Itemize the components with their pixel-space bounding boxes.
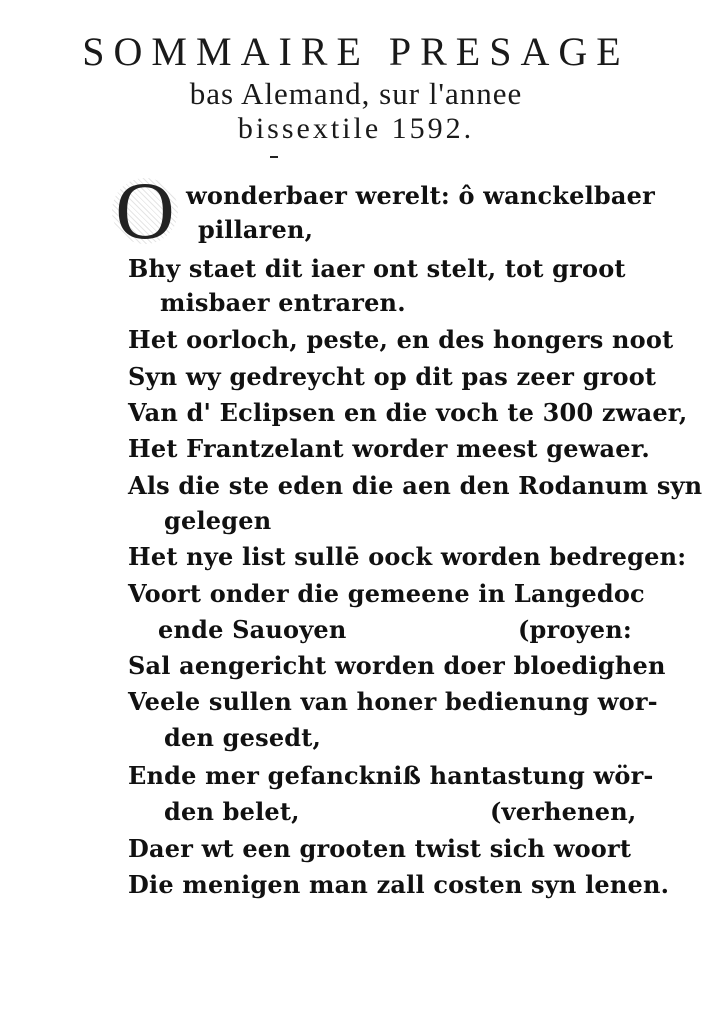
verse-line: Als die ste eden die aen den Rodanum syn [128,471,703,500]
verse-line: Sal aengericht worden doer bloedighen [128,651,666,680]
verse-line: ende Sauoyen [158,615,347,644]
verse-line: Bhy staet dit iaer ont stelt, tot groot [128,254,626,283]
verse-line: Het Frantzelant worder meest gewaer. [128,434,650,463]
verse-line: den belet, [164,797,300,826]
heading-title: SOMMAIRE PRESAGE [82,29,630,74]
verse-line: misbaer entraren. [160,288,406,317]
verse-line: wonderbaer werelt: ô wanckelbaer [186,181,655,210]
verse-line: Van d' Eclipsen en die voch te 300 zwaer, [128,398,688,427]
verse-line: Syn wy gedreycht op dit pas zeer groot [128,362,657,391]
verse-line: pillaren, [198,215,314,244]
heading-subtitle: bas Alemand, sur l'annee [189,76,523,111]
verse-line: Veele sullen van honer bedienung wor- [128,687,658,716]
verse-line-overflow: (proyen: [518,615,632,644]
verse-line: den gesedt, [164,723,322,752]
verse-line: Ende mer gefanckniß hantastung wör- [128,761,654,790]
verse-line-overflow: (verhenen, [490,797,637,826]
verse-line: Daer wt een grooten twist sich woort [128,834,632,863]
verse-line: Het oorloch, peste, en des hongers noot [128,325,674,354]
verse-line: Het nye list sullē oock worden bedregen: [128,542,687,571]
verse-line: Voort onder die gemeene in Langedoc [128,579,645,608]
verse-line: gelegen [164,506,272,535]
drop-cap-initial: O [112,178,178,244]
verse-line: Die menigen man zall costen syn lenen. [128,870,670,899]
heading-divider [270,156,278,158]
heading-year-line: bissextile 1592. [237,112,475,145]
